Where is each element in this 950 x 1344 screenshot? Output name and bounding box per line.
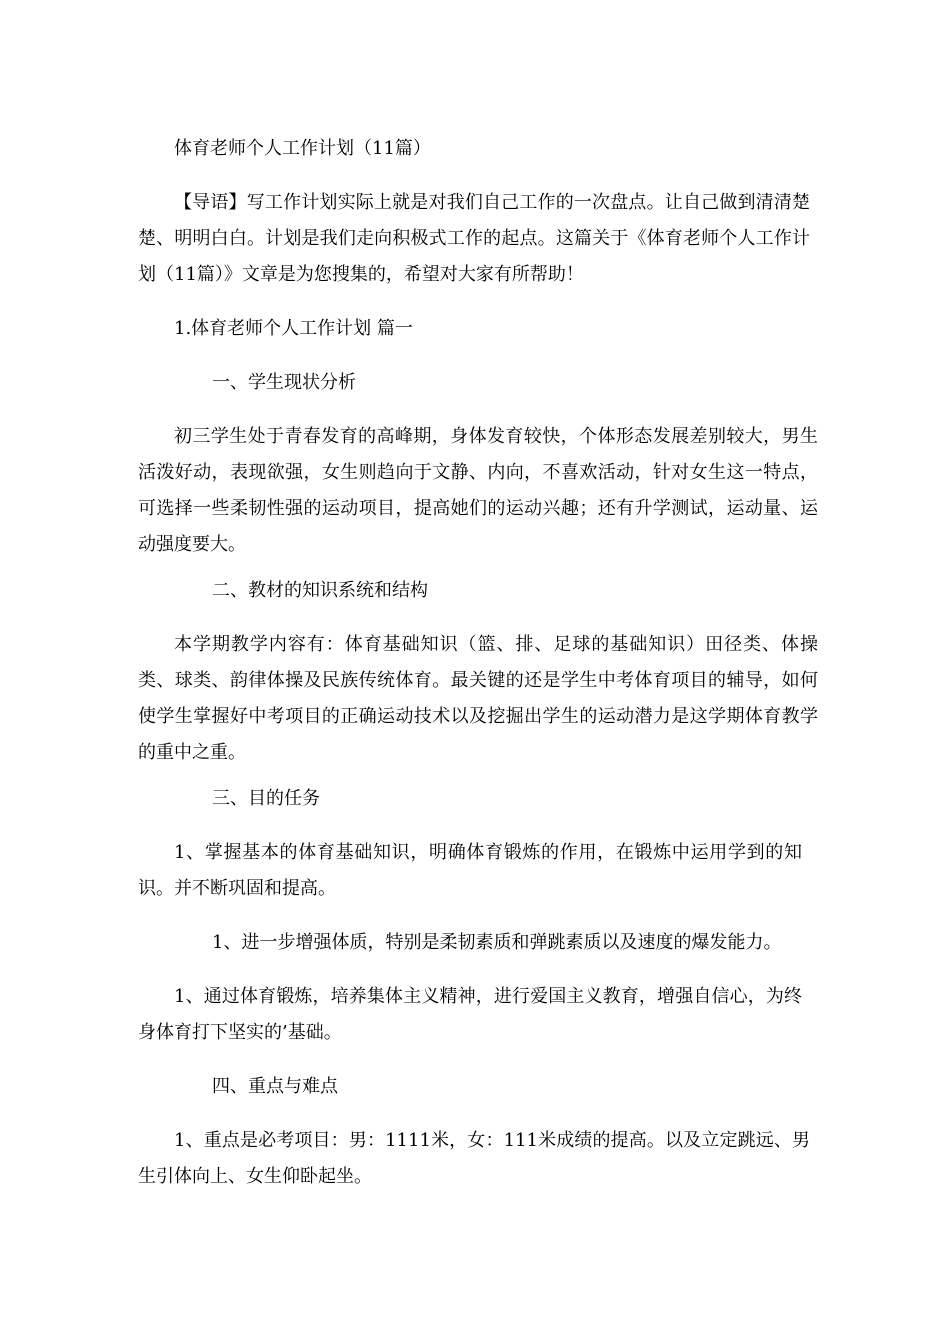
- goal-item: 1、通过体育锻炼，培养集体主义精神，进行爱国主义教育，增强自信心，为终身体育打下坚实的’基础。: [138, 986, 802, 1043]
- heading-goals: 三、目的任务: [212, 788, 320, 809]
- heading-key-points: 四、重点与难点: [212, 1076, 338, 1097]
- intro-paragraph: 【导语】写工作计划实际上就是对我们自己工作的一次盘点。让自己做到清清楚楚、明明白白。计划是我们走向积极式工作的起点。这篇关于《体育老师个人工作计划（11篇）》文章是为您搜集的，希望对大家有所帮助！: [138, 192, 810, 285]
- heading-textbook-structure: 二、教材的知识系统和结构: [212, 580, 428, 601]
- document-title: 体育老师个人工作计划（11篇）: [174, 138, 431, 159]
- heading-student-analysis: 一、学生现状分析: [212, 372, 356, 393]
- paragraph-student-analysis: 初三学生处于青春发育的高峰期，身体发育较快，个体形态发展差别较大，男生活泼好动，表现欲强，女生则趋向于文静、内向，不喜欢活动，针对女生这一特点，可选择一些柔韧性强的运动项目，提高她们的运动兴趣；还有升学测试，运动量、运动强度要大。: [138, 426, 818, 555]
- paragraph-textbook-structure: 本学期教学内容有：体育基础知识（篮、排、足球的基础知识）田径类、体操类、球类、韵律体操及民族传统体育。最关键的还是学生中考体育项目的辅导，如何使学生掌握好中考项目的正确运动技术以及挖掘出学生的运动潜力是这学期体育教学的重中之重。: [138, 634, 818, 763]
- section-title: 1.体育老师个人工作计划 篇一: [174, 318, 413, 339]
- goal-item: 1、进一步增强体质，特别是柔韧素质和弹跳素质以及速度的爆发能力。: [212, 932, 782, 953]
- key-point-item: 1、重点是必考项目：男：1111米，女：111米成绩的提高。以及立定跳远、男生引体向上、女生仰卧起坐。: [138, 1130, 810, 1187]
- goal-item: 1、掌握基本的体育基础知识，明确体育锻炼的作用，在锻炼中运用学到的知识。并不断巩固和提高。: [138, 842, 802, 899]
